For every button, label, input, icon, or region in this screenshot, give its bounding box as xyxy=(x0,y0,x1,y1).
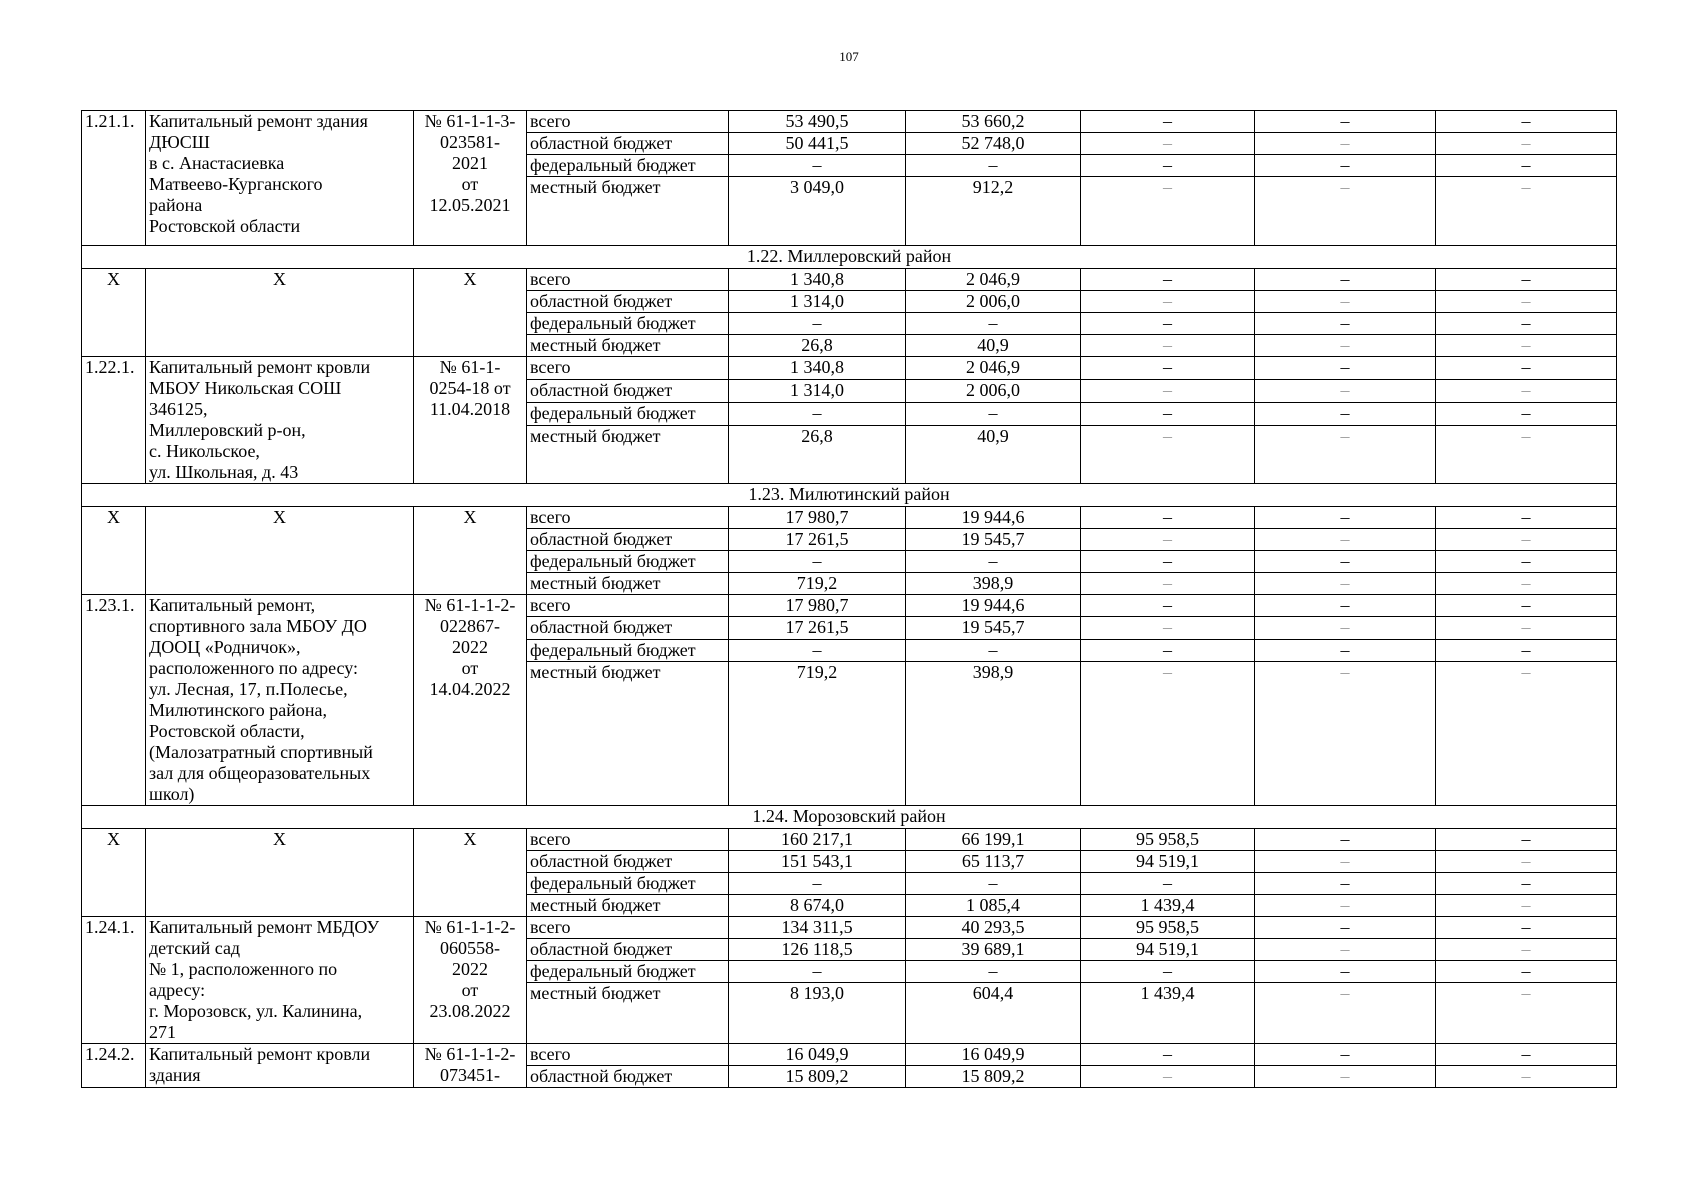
amount-cell: – xyxy=(1255,851,1436,873)
amount-cell: – xyxy=(729,155,906,177)
amount-cell: 66 199,1 xyxy=(906,829,1081,851)
amount-cell: – xyxy=(729,873,906,895)
amount-cell: 8 193,0 xyxy=(729,983,906,1044)
section-row xyxy=(82,246,1617,269)
amount-cell: 26,8 xyxy=(729,426,906,484)
funding-source: федеральный бюджет xyxy=(527,313,729,335)
amount-cell: – xyxy=(1081,573,1255,595)
amount-cell: 17 261,5 xyxy=(729,529,906,551)
funding-source: всего xyxy=(527,507,729,529)
expertise-document: № 61-1-1-2- 060558- 2022 от 23.08.2022 xyxy=(414,917,527,1044)
amount-cell: – xyxy=(1436,177,1617,246)
page-number: 107 xyxy=(839,49,859,64)
funding-source: областной бюджет xyxy=(527,851,729,873)
amount-cell: – xyxy=(1081,1066,1255,1088)
funding-source: федеральный бюджет xyxy=(527,155,729,177)
object-name: X xyxy=(146,829,414,917)
amount-cell: 2 006,0 xyxy=(906,291,1081,313)
amount-cell: 2 046,9 xyxy=(906,357,1081,380)
amount-cell: 40 293,5 xyxy=(906,917,1081,939)
amount-cell: 95 958,5 xyxy=(1081,917,1255,939)
amount-cell: – xyxy=(1436,269,1617,291)
expertise-document: № 61-1-1-2- 073451- xyxy=(414,1044,527,1088)
amount-cell: – xyxy=(1081,617,1255,639)
amount-cell: 17 261,5 xyxy=(729,617,906,639)
funding-source: областной бюджет xyxy=(527,380,729,403)
budget-table xyxy=(81,110,1617,1088)
amount-cell: – xyxy=(1436,851,1617,873)
amount-cell: 16 049,9 xyxy=(729,1044,906,1066)
amount-cell: – xyxy=(1436,662,1617,806)
expertise-document: X xyxy=(414,829,527,917)
amount-cell: 1 439,4 xyxy=(1081,983,1255,1044)
amount-cell: – xyxy=(1436,133,1617,155)
object-name: X xyxy=(146,269,414,357)
amount-cell: 39 689,1 xyxy=(906,939,1081,961)
section-title: 1.23. Милютинский район xyxy=(82,484,1617,507)
item-number: X xyxy=(82,269,146,357)
table-row xyxy=(82,111,1617,133)
funding-source: областной бюджет xyxy=(527,529,729,551)
amount-cell: 95 958,5 xyxy=(1081,829,1255,851)
amount-cell: 94 519,1 xyxy=(1081,939,1255,961)
amount-cell: 53 490,5 xyxy=(729,111,906,133)
amount-cell: – xyxy=(1436,529,1617,551)
amount-cell: 2 006,0 xyxy=(906,380,1081,403)
table-row xyxy=(82,595,1617,617)
amount-cell: – xyxy=(1255,939,1436,961)
amount-cell: – xyxy=(1255,917,1436,939)
amount-cell: 40,9 xyxy=(906,426,1081,484)
funding-source: областной бюджет xyxy=(527,133,729,155)
amount-cell: – xyxy=(1436,551,1617,573)
table-row xyxy=(82,507,1617,529)
amount-cell: – xyxy=(1081,313,1255,335)
amount-cell: 1 340,8 xyxy=(729,269,906,291)
amount-cell: – xyxy=(1255,291,1436,313)
amount-cell: 151 543,1 xyxy=(729,851,906,873)
amount-cell: – xyxy=(1255,111,1436,133)
amount-cell: – xyxy=(729,403,906,426)
funding-source: всего xyxy=(527,917,729,939)
amount-cell: – xyxy=(1081,403,1255,426)
budget-table-body xyxy=(82,111,1617,1088)
amount-cell: – xyxy=(1436,1044,1617,1066)
amount-cell: – xyxy=(1436,403,1617,426)
amount-cell: – xyxy=(1081,639,1255,661)
amount-cell: – xyxy=(1436,380,1617,403)
amount-cell: – xyxy=(1255,961,1436,983)
funding-source: всего xyxy=(527,595,729,617)
amount-cell: 19 545,7 xyxy=(906,617,1081,639)
funding-source: областной бюджет xyxy=(527,1066,729,1088)
amount-cell: 53 660,2 xyxy=(906,111,1081,133)
amount-cell: – xyxy=(1436,335,1617,357)
amount-cell: 604,4 xyxy=(906,983,1081,1044)
amount-cell: – xyxy=(906,403,1081,426)
object-name: Капитальный ремонт МБДОУ детский сад № 1, расположенного по адресу: г. Морозовск, ул. Калинина, 271 xyxy=(146,917,414,1044)
table-row xyxy=(82,829,1617,851)
amount-cell: 16 049,9 xyxy=(906,1044,1081,1066)
amount-cell: – xyxy=(1081,426,1255,484)
section-title: 1.22. Миллеровский район xyxy=(82,246,1617,269)
funding-source: областной бюджет xyxy=(527,617,729,639)
amount-cell: 126 118,5 xyxy=(729,939,906,961)
amount-cell: 719,2 xyxy=(729,662,906,806)
amount-cell: 398,9 xyxy=(906,662,1081,806)
amount-cell: – xyxy=(1255,617,1436,639)
amount-cell: – xyxy=(906,551,1081,573)
amount-cell: – xyxy=(729,961,906,983)
amount-cell: – xyxy=(1436,917,1617,939)
table-row xyxy=(82,357,1617,380)
amount-cell: – xyxy=(1081,595,1255,617)
amount-cell: – xyxy=(729,313,906,335)
amount-cell: 50 441,5 xyxy=(729,133,906,155)
amount-cell: – xyxy=(1081,357,1255,380)
funding-source: местный бюджет xyxy=(527,335,729,357)
amount-cell: – xyxy=(906,155,1081,177)
amount-cell: – xyxy=(906,313,1081,335)
amount-cell: 15 809,2 xyxy=(906,1066,1081,1088)
amount-cell: – xyxy=(1436,507,1617,529)
section-row xyxy=(82,484,1617,507)
amount-cell: – xyxy=(1255,133,1436,155)
expertise-document: № 61-1-1-3- 023581- 2021 от 12.05.2021 xyxy=(414,111,527,246)
amount-cell: – xyxy=(1081,529,1255,551)
expertise-document: № 61-1- 0254-18 от 11.04.2018 xyxy=(414,357,527,484)
table-row xyxy=(82,917,1617,939)
funding-source: местный бюджет xyxy=(527,662,729,806)
amount-cell: – xyxy=(1436,829,1617,851)
amount-cell: 94 519,1 xyxy=(1081,851,1255,873)
amount-cell: – xyxy=(1255,1066,1436,1088)
item-number: 1.24.1. xyxy=(82,917,146,1044)
funding-source: местный бюджет xyxy=(527,895,729,917)
amount-cell: – xyxy=(1081,1044,1255,1066)
amount-cell: – xyxy=(1255,873,1436,895)
funding-source: местный бюджет xyxy=(527,426,729,484)
amount-cell: – xyxy=(1255,895,1436,917)
amount-cell: – xyxy=(1255,595,1436,617)
expertise-document: № 61-1-1-2- 022867- 2022 от 14.04.2022 xyxy=(414,595,527,806)
amount-cell: – xyxy=(1436,617,1617,639)
funding-source: федеральный бюджет xyxy=(527,639,729,661)
funding-source: всего xyxy=(527,111,729,133)
amount-cell: – xyxy=(1436,939,1617,961)
amount-cell: – xyxy=(1081,177,1255,246)
amount-cell: 3 049,0 xyxy=(729,177,906,246)
amount-cell: – xyxy=(1255,155,1436,177)
amount-cell: – xyxy=(729,551,906,573)
amount-cell: – xyxy=(1255,380,1436,403)
amount-cell: – xyxy=(1255,507,1436,529)
object-name: Капитальный ремонт кровли МБОУ Никольская СОШ 346125, Миллеровский р-он, с. Никольское, ул. Школьная, д. 43 xyxy=(146,357,414,484)
amount-cell: – xyxy=(1436,595,1617,617)
amount-cell: – xyxy=(1255,357,1436,380)
funding-source: федеральный бюджет xyxy=(527,961,729,983)
table-row xyxy=(82,1044,1617,1066)
funding-source: федеральный бюджет xyxy=(527,873,729,895)
amount-cell: – xyxy=(1081,873,1255,895)
funding-source: всего xyxy=(527,269,729,291)
amount-cell: – xyxy=(1255,426,1436,484)
amount-cell: – xyxy=(1255,662,1436,806)
item-number: 1.23.1. xyxy=(82,595,146,806)
amount-cell: 19 944,6 xyxy=(906,595,1081,617)
object-name: Капитальный ремонт кровли здания xyxy=(146,1044,414,1088)
object-name: X xyxy=(146,507,414,595)
amount-cell: 40,9 xyxy=(906,335,1081,357)
amount-cell: – xyxy=(1081,335,1255,357)
funding-source: всего xyxy=(527,1044,729,1066)
item-number: 1.22.1. xyxy=(82,357,146,484)
amount-cell: – xyxy=(1436,313,1617,335)
amount-cell: – xyxy=(1081,507,1255,529)
amount-cell: 19 545,7 xyxy=(906,529,1081,551)
amount-cell: – xyxy=(1081,551,1255,573)
amount-cell: 912,2 xyxy=(906,177,1081,246)
amount-cell: 1 439,4 xyxy=(1081,895,1255,917)
object-name: Капитальный ремонт, спортивного зала МБОУ ДО ДООЦ «Родничок», расположенного по адресу: ул. Лесная, 17, п.Полесье, Милютинского района, Ростовской области, (Малозатратный спортивный зал для общеоразовательных школ) xyxy=(146,595,414,806)
item-number: X xyxy=(82,507,146,595)
amount-cell: – xyxy=(1255,313,1436,335)
amount-cell: 8 674,0 xyxy=(729,895,906,917)
amount-cell: – xyxy=(906,639,1081,661)
amount-cell: – xyxy=(1255,269,1436,291)
amount-cell: – xyxy=(1255,177,1436,246)
funding-source: областной бюджет xyxy=(527,291,729,313)
expertise-document: X xyxy=(414,507,527,595)
amount-cell: – xyxy=(1081,111,1255,133)
amount-cell: – xyxy=(1436,426,1617,484)
item-number: 1.21.1. xyxy=(82,111,146,246)
funding-source: федеральный бюджет xyxy=(527,551,729,573)
amount-cell: – xyxy=(1436,983,1617,1044)
amount-cell: – xyxy=(1436,639,1617,661)
funding-source: местный бюджет xyxy=(527,983,729,1044)
amount-cell: 17 980,7 xyxy=(729,595,906,617)
amount-cell: – xyxy=(1255,529,1436,551)
amount-cell: – xyxy=(1081,662,1255,806)
amount-cell: 398,9 xyxy=(906,573,1081,595)
amount-cell: 19 944,6 xyxy=(906,507,1081,529)
expertise-document: X xyxy=(414,269,527,357)
object-name: Капитальный ремонт здания ДЮСШ в с. Анастасиевка Матвеево-Курганского района Ростовской области xyxy=(146,111,414,246)
amount-cell: – xyxy=(906,961,1081,983)
amount-cell: – xyxy=(1081,155,1255,177)
amount-cell: – xyxy=(1255,983,1436,1044)
amount-cell: 1 085,4 xyxy=(906,895,1081,917)
amount-cell: 719,2 xyxy=(729,573,906,595)
amount-cell: – xyxy=(906,873,1081,895)
amount-cell: – xyxy=(1255,639,1436,661)
amount-cell: – xyxy=(1436,155,1617,177)
amount-cell: 1 314,0 xyxy=(729,291,906,313)
amount-cell: – xyxy=(1436,357,1617,380)
amount-cell: – xyxy=(1436,111,1617,133)
amount-cell: – xyxy=(1436,895,1617,917)
funding-source: всего xyxy=(527,829,729,851)
amount-cell: 160 217,1 xyxy=(729,829,906,851)
amount-cell: 65 113,7 xyxy=(906,851,1081,873)
amount-cell: 17 980,7 xyxy=(729,507,906,529)
funding-source: местный бюджет xyxy=(527,573,729,595)
amount-cell: – xyxy=(1255,829,1436,851)
amount-cell: 1 340,8 xyxy=(729,357,906,380)
amount-cell: – xyxy=(1081,269,1255,291)
amount-cell: – xyxy=(1081,961,1255,983)
amount-cell: – xyxy=(1436,873,1617,895)
table-row xyxy=(82,269,1617,291)
funding-source: местный бюджет xyxy=(527,177,729,246)
amount-cell: – xyxy=(1255,551,1436,573)
amount-cell: – xyxy=(1436,961,1617,983)
section-title: 1.24. Морозовский район xyxy=(82,806,1617,829)
amount-cell: 26,8 xyxy=(729,335,906,357)
amount-cell: – xyxy=(1436,291,1617,313)
funding-source: федеральный бюджет xyxy=(527,403,729,426)
section-row xyxy=(82,806,1617,829)
amount-cell: – xyxy=(1255,573,1436,595)
funding-source: всего xyxy=(527,357,729,380)
amount-cell: 1 314,0 xyxy=(729,380,906,403)
funding-source: областной бюджет xyxy=(527,939,729,961)
item-number: X xyxy=(82,829,146,917)
amount-cell: 15 809,2 xyxy=(729,1066,906,1088)
item-number: 1.24.2. xyxy=(82,1044,146,1088)
amount-cell: – xyxy=(1255,335,1436,357)
amount-cell: – xyxy=(1436,573,1617,595)
amount-cell: 134 311,5 xyxy=(729,917,906,939)
amount-cell: – xyxy=(1255,1044,1436,1066)
amount-cell: – xyxy=(729,639,906,661)
amount-cell: – xyxy=(1081,133,1255,155)
amount-cell: – xyxy=(1255,403,1436,426)
amount-cell: – xyxy=(1081,291,1255,313)
amount-cell: 52 748,0 xyxy=(906,133,1081,155)
amount-cell: – xyxy=(1436,1066,1617,1088)
amount-cell: – xyxy=(1081,380,1255,403)
amount-cell: 2 046,9 xyxy=(906,269,1081,291)
